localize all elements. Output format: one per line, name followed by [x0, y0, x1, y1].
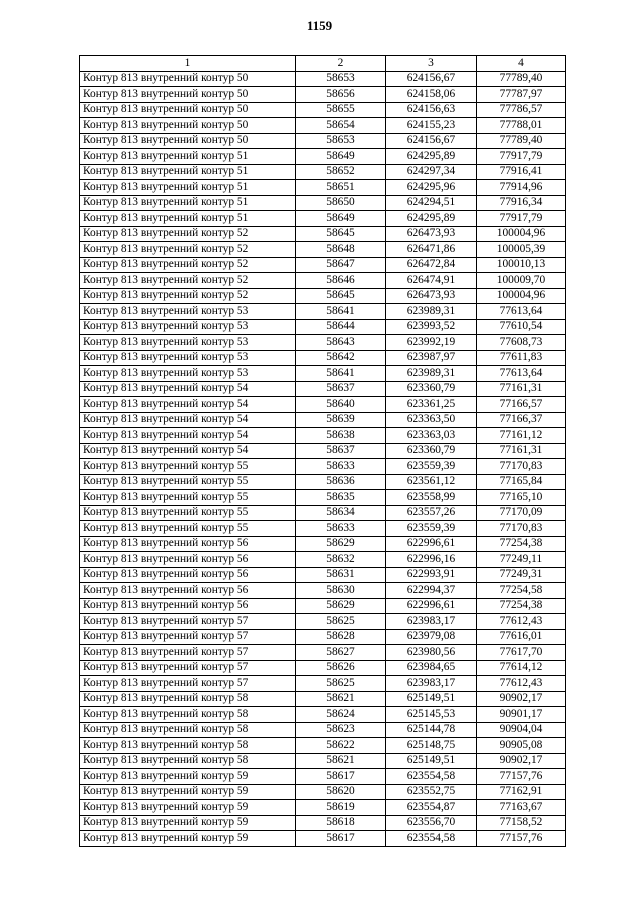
- table-row: [80, 102, 566, 118]
- table-row: [80, 769, 566, 785]
- contour-name-cell: Контур 813 внутренний контур 56: [80, 536, 296, 552]
- x-coordinate-cell: 623554,58: [386, 831, 477, 847]
- table-row: [80, 707, 566, 723]
- point-number-cell: 58621: [296, 691, 386, 707]
- table-row: [80, 71, 566, 87]
- point-number-cell: 58641: [296, 366, 386, 382]
- table-row: [80, 335, 566, 351]
- x-coordinate-cell: 624156,63: [386, 102, 477, 118]
- table-row: [80, 753, 566, 769]
- table-row: [80, 738, 566, 754]
- contour-name-cell: Контур 813 внутренний контур 50: [80, 71, 296, 87]
- point-number-cell: 58633: [296, 459, 386, 475]
- table-row: [80, 676, 566, 692]
- y-coordinate-cell: 77161,31: [477, 381, 566, 397]
- point-number-cell: 58646: [296, 273, 386, 289]
- contour-name-cell: Контур 813 внутренний контур 51: [80, 211, 296, 227]
- y-coordinate-cell: 77170,83: [477, 459, 566, 475]
- x-coordinate-cell: 623360,79: [386, 443, 477, 459]
- contour-name-cell: Контур 813 внутренний контур 50: [80, 118, 296, 134]
- x-coordinate-cell: 623561,12: [386, 474, 477, 490]
- point-number-cell: 58637: [296, 443, 386, 459]
- point-number-cell: 58652: [296, 164, 386, 180]
- table-row: [80, 660, 566, 676]
- table-row: [80, 133, 566, 149]
- point-number-cell: 58640: [296, 397, 386, 413]
- table-row: [80, 118, 566, 134]
- point-number-cell: 58631: [296, 567, 386, 583]
- y-coordinate-cell: 77249,31: [477, 567, 566, 583]
- y-coordinate-cell: 77612,43: [477, 614, 566, 630]
- x-coordinate-cell: 623983,17: [386, 676, 477, 692]
- y-coordinate-cell: 77162,91: [477, 784, 566, 800]
- y-coordinate-cell: 77788,01: [477, 118, 566, 134]
- point-number-cell: 58636: [296, 474, 386, 490]
- y-coordinate-cell: 77612,43: [477, 676, 566, 692]
- coordinates-table: [79, 55, 566, 847]
- contour-name-cell: Контур 813 внутренний контур 53: [80, 304, 296, 320]
- table-row: [80, 381, 566, 397]
- point-number-cell: 58634: [296, 505, 386, 521]
- y-coordinate-cell: 77787,97: [477, 87, 566, 103]
- x-coordinate-cell: 623559,39: [386, 459, 477, 475]
- x-coordinate-cell: 623558,99: [386, 490, 477, 506]
- point-number-cell: 58627: [296, 645, 386, 661]
- y-coordinate-cell: 77165,10: [477, 490, 566, 506]
- point-number-cell: 58650: [296, 195, 386, 211]
- table-row: [80, 784, 566, 800]
- contour-name-cell: Контур 813 внутренний контур 58: [80, 753, 296, 769]
- y-coordinate-cell: 100009,70: [477, 273, 566, 289]
- point-number-cell: 58617: [296, 769, 386, 785]
- column-header-1: 1: [80, 56, 296, 72]
- point-number-cell: 58623: [296, 722, 386, 738]
- x-coordinate-cell: 623992,19: [386, 335, 477, 351]
- contour-name-cell: Контур 813 внутренний контур 58: [80, 738, 296, 754]
- x-coordinate-cell: 623363,03: [386, 428, 477, 444]
- point-number-cell: 58637: [296, 381, 386, 397]
- y-coordinate-cell: 77914,96: [477, 180, 566, 196]
- column-header-4: 4: [477, 56, 566, 72]
- contour-name-cell: Контур 813 внутренний контур 57: [80, 676, 296, 692]
- y-coordinate-cell: 100004,96: [477, 288, 566, 304]
- y-coordinate-cell: 100004,96: [477, 226, 566, 242]
- y-coordinate-cell: 77254,38: [477, 598, 566, 614]
- y-coordinate-cell: 90902,17: [477, 691, 566, 707]
- x-coordinate-cell: 622996,61: [386, 536, 477, 552]
- table-row: [80, 474, 566, 490]
- y-coordinate-cell: 77610,54: [477, 319, 566, 335]
- x-coordinate-cell: 623554,58: [386, 769, 477, 785]
- x-coordinate-cell: 624295,96: [386, 180, 477, 196]
- table-row: [80, 567, 566, 583]
- contour-name-cell: Контур 813 внутренний контур 56: [80, 552, 296, 568]
- point-number-cell: 58649: [296, 149, 386, 165]
- contour-name-cell: Контур 813 внутренний контур 59: [80, 815, 296, 831]
- point-number-cell: 58617: [296, 831, 386, 847]
- x-coordinate-cell: 623361,25: [386, 397, 477, 413]
- y-coordinate-cell: 77161,12: [477, 428, 566, 444]
- x-coordinate-cell: 625144,78: [386, 722, 477, 738]
- contour-name-cell: Контур 813 внутренний контур 55: [80, 474, 296, 490]
- x-coordinate-cell: 626471,86: [386, 242, 477, 258]
- table-row: [80, 87, 566, 103]
- x-coordinate-cell: 623980,56: [386, 645, 477, 661]
- table-row: [80, 815, 566, 831]
- point-number-cell: 58645: [296, 226, 386, 242]
- x-coordinate-cell: 624156,67: [386, 133, 477, 149]
- x-coordinate-cell: 623557,26: [386, 505, 477, 521]
- y-coordinate-cell: 77617,70: [477, 645, 566, 661]
- x-coordinate-cell: 624155,23: [386, 118, 477, 134]
- contour-name-cell: Контур 813 внутренний контур 54: [80, 381, 296, 397]
- table-header-row: [80, 56, 566, 72]
- y-coordinate-cell: 77916,34: [477, 195, 566, 211]
- table-row: [80, 257, 566, 273]
- contour-name-cell: Контур 813 внутренний контур 57: [80, 614, 296, 630]
- y-coordinate-cell: 100005,39: [477, 242, 566, 258]
- contour-name-cell: Контур 813 внутренний контур 54: [80, 397, 296, 413]
- x-coordinate-cell: 626474,91: [386, 273, 477, 289]
- y-coordinate-cell: 77789,40: [477, 71, 566, 87]
- contour-name-cell: Контур 813 внутренний контур 57: [80, 645, 296, 661]
- table-row: [80, 598, 566, 614]
- table-row: [80, 800, 566, 816]
- x-coordinate-cell: 624158,06: [386, 87, 477, 103]
- y-coordinate-cell: 77789,40: [477, 133, 566, 149]
- y-coordinate-cell: 77170,83: [477, 521, 566, 537]
- x-coordinate-cell: 624294,51: [386, 195, 477, 211]
- point-number-cell: 58645: [296, 288, 386, 304]
- contour-name-cell: Контур 813 внутренний контур 50: [80, 87, 296, 103]
- point-number-cell: 58643: [296, 335, 386, 351]
- contour-name-cell: Контур 813 внутренний контур 55: [80, 521, 296, 537]
- contour-name-cell: Контур 813 внутренний контур 52: [80, 257, 296, 273]
- point-number-cell: 58653: [296, 133, 386, 149]
- y-coordinate-cell: 77158,52: [477, 815, 566, 831]
- column-header-2: 2: [296, 56, 386, 72]
- point-number-cell: 58632: [296, 552, 386, 568]
- table-row: [80, 242, 566, 258]
- table-row: [80, 366, 566, 382]
- x-coordinate-cell: 623552,75: [386, 784, 477, 800]
- y-coordinate-cell: 77608,73: [477, 335, 566, 351]
- point-number-cell: 58648: [296, 242, 386, 258]
- x-coordinate-cell: 624156,67: [386, 71, 477, 87]
- table-row: [80, 412, 566, 428]
- table-row: [80, 505, 566, 521]
- point-number-cell: 58620: [296, 784, 386, 800]
- y-coordinate-cell: 90905,08: [477, 738, 566, 754]
- contour-name-cell: Контур 813 внутренний контур 52: [80, 273, 296, 289]
- x-coordinate-cell: 623984,65: [386, 660, 477, 676]
- contour-name-cell: Контур 813 внутренний контур 51: [80, 149, 296, 165]
- y-coordinate-cell: 77616,01: [477, 629, 566, 645]
- point-number-cell: 58653: [296, 71, 386, 87]
- y-coordinate-cell: 77613,64: [477, 366, 566, 382]
- table-row: [80, 319, 566, 335]
- page-number: 1159: [306, 18, 333, 33]
- contour-name-cell: Контур 813 внутренний контур 54: [80, 428, 296, 444]
- table-row: [80, 428, 566, 444]
- y-coordinate-cell: 77157,76: [477, 831, 566, 847]
- point-number-cell: 58624: [296, 707, 386, 723]
- table-row: [80, 288, 566, 304]
- y-coordinate-cell: 90902,17: [477, 753, 566, 769]
- point-number-cell: 58633: [296, 521, 386, 537]
- x-coordinate-cell: 623979,08: [386, 629, 477, 645]
- x-coordinate-cell: 623983,17: [386, 614, 477, 630]
- contour-name-cell: Контур 813 внутренний контур 55: [80, 459, 296, 475]
- y-coordinate-cell: 77614,12: [477, 660, 566, 676]
- x-coordinate-cell: 623993,52: [386, 319, 477, 335]
- point-number-cell: 58621: [296, 753, 386, 769]
- contour-name-cell: Контур 813 внутренний контур 51: [80, 195, 296, 211]
- table-row: [80, 304, 566, 320]
- point-number-cell: 58647: [296, 257, 386, 273]
- point-number-cell: 58644: [296, 319, 386, 335]
- contour-name-cell: Контур 813 внутренний контур 55: [80, 505, 296, 521]
- y-coordinate-cell: 77170,09: [477, 505, 566, 521]
- y-coordinate-cell: 77163,67: [477, 800, 566, 816]
- x-coordinate-cell: 626472,84: [386, 257, 477, 273]
- y-coordinate-cell: 77161,31: [477, 443, 566, 459]
- x-coordinate-cell: 623987,97: [386, 350, 477, 366]
- y-coordinate-cell: 77917,79: [477, 149, 566, 165]
- contour-name-cell: Контур 813 внутренний контур 58: [80, 691, 296, 707]
- contour-name-cell: Контур 813 внутренний контур 52: [80, 242, 296, 258]
- contour-name-cell: Контур 813 внутренний контур 59: [80, 769, 296, 785]
- table-row: [80, 195, 566, 211]
- table-row: [80, 397, 566, 413]
- table-row: [80, 459, 566, 475]
- table-row: [80, 629, 566, 645]
- table-row: [80, 273, 566, 289]
- point-number-cell: 58625: [296, 614, 386, 630]
- table-row: [80, 536, 566, 552]
- table-row: [80, 226, 566, 242]
- contour-name-cell: Контур 813 внутренний контур 56: [80, 567, 296, 583]
- contour-name-cell: Контур 813 внутренний контур 57: [80, 660, 296, 676]
- point-number-cell: 58651: [296, 180, 386, 196]
- point-number-cell: 58635: [296, 490, 386, 506]
- contour-name-cell: Контур 813 внутренний контур 51: [80, 164, 296, 180]
- x-coordinate-cell: 625149,51: [386, 753, 477, 769]
- point-number-cell: 58649: [296, 211, 386, 227]
- y-coordinate-cell: 77165,84: [477, 474, 566, 490]
- table-row: [80, 350, 566, 366]
- x-coordinate-cell: 623559,39: [386, 521, 477, 537]
- y-coordinate-cell: 77786,57: [477, 102, 566, 118]
- table-row: [80, 691, 566, 707]
- x-coordinate-cell: 625148,75: [386, 738, 477, 754]
- table-row: [80, 521, 566, 537]
- point-number-cell: 58655: [296, 102, 386, 118]
- point-number-cell: 58625: [296, 676, 386, 692]
- column-header-3: 3: [386, 56, 477, 72]
- x-coordinate-cell: 626473,93: [386, 226, 477, 242]
- y-coordinate-cell: 77166,37: [477, 412, 566, 428]
- y-coordinate-cell: 77611,83: [477, 350, 566, 366]
- table-row: [80, 164, 566, 180]
- point-number-cell: 58642: [296, 350, 386, 366]
- contour-name-cell: Контур 813 внутренний контур 51: [80, 180, 296, 196]
- contour-name-cell: Контур 813 внутренний контур 55: [80, 490, 296, 506]
- point-number-cell: 58656: [296, 87, 386, 103]
- contour-name-cell: Контур 813 внутренний контур 54: [80, 412, 296, 428]
- point-number-cell: 58641: [296, 304, 386, 320]
- x-coordinate-cell: 623556,70: [386, 815, 477, 831]
- y-coordinate-cell: 77613,64: [477, 304, 566, 320]
- x-coordinate-cell: 625149,51: [386, 691, 477, 707]
- y-coordinate-cell: 77157,76: [477, 769, 566, 785]
- contour-name-cell: Контур 813 внутренний контур 53: [80, 350, 296, 366]
- point-number-cell: 58618: [296, 815, 386, 831]
- x-coordinate-cell: 622994,37: [386, 583, 477, 599]
- table-row: [80, 211, 566, 227]
- point-number-cell: 58629: [296, 536, 386, 552]
- x-coordinate-cell: 624295,89: [386, 149, 477, 165]
- table-row: [80, 583, 566, 599]
- x-coordinate-cell: 622996,61: [386, 598, 477, 614]
- table-row: [80, 443, 566, 459]
- table-row: [80, 552, 566, 568]
- point-number-cell: 58626: [296, 660, 386, 676]
- x-coordinate-cell: 624295,89: [386, 211, 477, 227]
- x-coordinate-cell: 622993,91: [386, 567, 477, 583]
- table-row: [80, 614, 566, 630]
- x-coordinate-cell: 623554,87: [386, 800, 477, 816]
- contour-name-cell: Контур 813 внутренний контур 56: [80, 598, 296, 614]
- contour-name-cell: Контур 813 внутренний контур 54: [80, 443, 296, 459]
- y-coordinate-cell: 77917,79: [477, 211, 566, 227]
- x-coordinate-cell: 626473,93: [386, 288, 477, 304]
- table-row: [80, 490, 566, 506]
- x-coordinate-cell: 624297,34: [386, 164, 477, 180]
- contour-name-cell: Контур 813 внутренний контур 52: [80, 226, 296, 242]
- contour-name-cell: Контур 813 внутренний контур 58: [80, 707, 296, 723]
- contour-name-cell: Контур 813 внутренний контур 50: [80, 133, 296, 149]
- contour-name-cell: Контур 813 внутренний контур 59: [80, 784, 296, 800]
- table-row: [80, 645, 566, 661]
- y-coordinate-cell: 90904,04: [477, 722, 566, 738]
- x-coordinate-cell: 623989,31: [386, 366, 477, 382]
- point-number-cell: 58654: [296, 118, 386, 134]
- contour-name-cell: Контур 813 внутренний контур 52: [80, 288, 296, 304]
- point-number-cell: 58639: [296, 412, 386, 428]
- contour-name-cell: Контур 813 внутренний контур 53: [80, 335, 296, 351]
- point-number-cell: 58638: [296, 428, 386, 444]
- y-coordinate-cell: 77254,38: [477, 536, 566, 552]
- contour-name-cell: Контур 813 внутренний контур 53: [80, 319, 296, 335]
- table-row: [80, 831, 566, 847]
- contour-name-cell: Контур 813 внутренний контур 58: [80, 722, 296, 738]
- table-row: [80, 722, 566, 738]
- contour-name-cell: Контур 813 внутренний контур 56: [80, 583, 296, 599]
- x-coordinate-cell: 622996,16: [386, 552, 477, 568]
- y-coordinate-cell: 90901,17: [477, 707, 566, 723]
- x-coordinate-cell: 623360,79: [386, 381, 477, 397]
- point-number-cell: 58630: [296, 583, 386, 599]
- contour-name-cell: Контур 813 внутренний контур 53: [80, 366, 296, 382]
- table-row: [80, 180, 566, 196]
- y-coordinate-cell: 77249,11: [477, 552, 566, 568]
- y-coordinate-cell: 77916,41: [477, 164, 566, 180]
- y-coordinate-cell: 77166,57: [477, 397, 566, 413]
- table-row: [80, 149, 566, 165]
- point-number-cell: 58628: [296, 629, 386, 645]
- y-coordinate-cell: 77254,58: [477, 583, 566, 599]
- contour-name-cell: Контур 813 внутренний контур 50: [80, 102, 296, 118]
- contour-name-cell: Контур 813 внутренний контур 59: [80, 831, 296, 847]
- y-coordinate-cell: 100010,13: [477, 257, 566, 273]
- x-coordinate-cell: 623989,31: [386, 304, 477, 320]
- point-number-cell: 58619: [296, 800, 386, 816]
- table-body: [80, 71, 566, 846]
- contour-name-cell: Контур 813 внутренний контур 57: [80, 629, 296, 645]
- point-number-cell: 58629: [296, 598, 386, 614]
- x-coordinate-cell: 625145,53: [386, 707, 477, 723]
- point-number-cell: 58622: [296, 738, 386, 754]
- contour-name-cell: Контур 813 внутренний контур 59: [80, 800, 296, 816]
- x-coordinate-cell: 623363,50: [386, 412, 477, 428]
